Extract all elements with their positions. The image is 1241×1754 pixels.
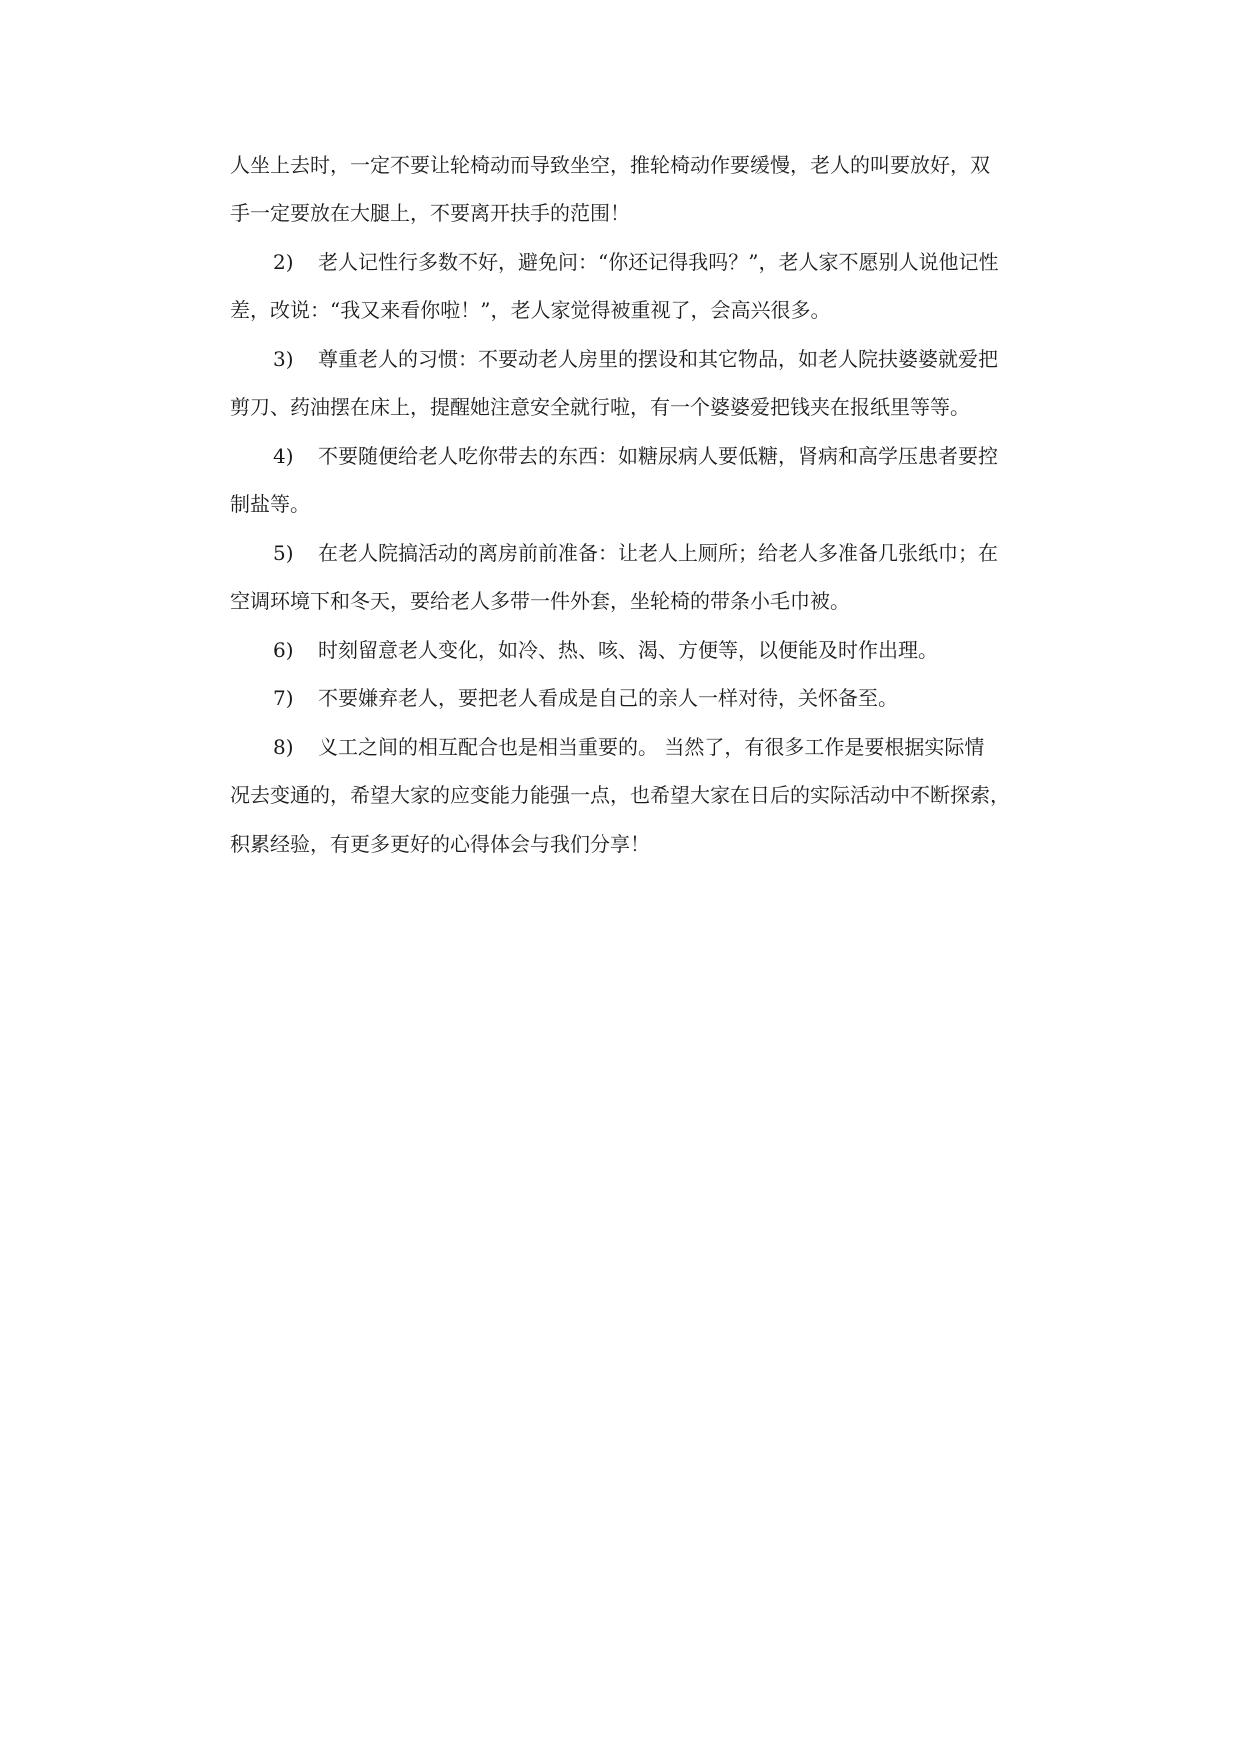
item-8-continuation-2: 积累经验，有更多更好的心得体会与我们分享！ [230,832,650,856]
item-6-text: 时刻留意老人变化，如冷、热、咳、渴、方便等，以便能及时作出理。 [318,638,938,662]
item-number: 3) [273,347,294,371]
item-5-continuation: 空调环境下和冬天，要给老人多带一件外套，坐轮椅的带条小毛巾被。 [230,589,850,613]
item-5-text: 在老人院搞活动的离房前前准备：让老人上厕所；给老人多准备几张纸巾；在 [318,541,998,565]
intro-line-1: 人坐上去时，一定不要让轮椅动而导致坐空，推轮椅动作要缓慢，老人的叫要放好，双 [230,153,990,177]
item-number: 5) [273,541,294,565]
item-number: 6) [273,638,294,662]
intro-line-2: 手一定要放在大腿上，不要离开扶手的范围！ [230,201,630,225]
item-number: 7) [273,686,294,710]
item-8-text: 义工之间的相互配合也是相当重要的。 当然了，有很多工作是要根据实际情 [318,735,985,759]
item-number: 8) [273,735,294,759]
item-2-continuation: 差，改说：“我又来看你啦！”，老人家觉得被重视了，会高兴很多。 [230,298,831,322]
item-number: 4) [273,444,294,468]
item-4-text: 不要随便给老人吃你带去的东西：如糖尿病人要低糖，肾病和高学压患者要控 [318,444,998,468]
item-3-text: 尊重老人的习惯：不要动老人房里的摆设和其它物品，如老人院扶婆婆就爱把 [318,347,998,371]
item-2-text: 老人记性行多数不好，避免问：“你还记得我吗？”，老人家不愿别人说他记性 [318,250,999,274]
item-number: 2) [273,250,294,274]
item-4-continuation: 制盐等。 [230,492,310,516]
item-3-continuation: 剪刀、药油摆在床上，提醒她注意安全就行啦，有一个婆婆爱把钱夹在报纸里等等。 [230,395,970,419]
item-7-text: 不要嫌弃老人，要把老人看成是自己的亲人一样对待，关怀备至。 [318,686,898,710]
item-8-continuation-1: 况去变通的，希望大家的应变能力能强一点，也希望大家在日后的实际活动中不断探索， [230,783,1010,807]
